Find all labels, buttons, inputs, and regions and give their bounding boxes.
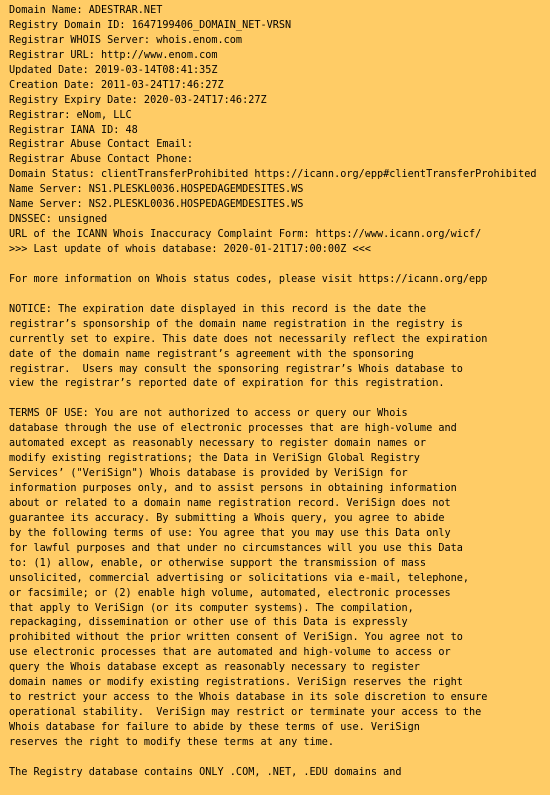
dnssec-line: DNSSEC: unsigned <box>9 214 108 226</box>
terms-of-use-line: TERMS OF USE: You are not authorized to access or query our Whois <box>9 408 408 420</box>
notice-line: registrar’s sponsorship of the domain name registration in the registry is <box>9 318 463 330</box>
name-server-line: Name Server: NS2.PLESKL0036.HOSPEDAGEMDESITES.WS <box>9 199 304 211</box>
blank-line <box>9 751 550 766</box>
terms-of-use-line: prohibited without the prior written consent of VeriSign. You agree not to <box>9 632 463 644</box>
terms-of-use-line: guarantee its accuracy. By submitting a Whois query, you agree to abide <box>9 512 445 524</box>
terms-of-use-line: automated except as reasonably necessary to register domain names or <box>9 438 427 450</box>
registrar-iana-id-line: Registrar IANA ID: 48 <box>9 124 138 136</box>
registrar-line: Registrar: eNom, LLC <box>9 109 132 121</box>
status-codes-info-line: For more information on Whois status codes, please visit https://icann.org/epp <box>9 273 488 285</box>
terms-of-use-line: domain names or modify existing registrations. VeriSign reserves the right <box>9 677 463 689</box>
terms-of-use-line: unsolicited, commercial advertising or solicitations via e-mail, telephone, <box>9 572 470 584</box>
notice-line: registrar. Users may consult the sponsoring registrar’s Whois database to <box>9 363 463 375</box>
notice-line: NOTICE: The expiration date displayed in this record is the date the <box>9 303 427 315</box>
terms-of-use-line: to restrict your access to the Whois database in its sole discretion to ensure <box>9 692 488 704</box>
blank-line <box>9 392 550 407</box>
blank-line <box>9 258 550 273</box>
registry-domain-id-line: Registry Domain ID: 1647199406_DOMAIN_NET-VRSN <box>9 19 292 31</box>
terms-of-use-line: to: (1) allow, enable, or otherwise support the transmission of mass <box>9 557 427 569</box>
terms-of-use-line: reserves the right to modify these terms at any time. <box>9 736 335 748</box>
abuse-contact-email-line: Registrar Abuse Contact Email: <box>9 139 194 151</box>
terms-of-use-line: for lawful purposes and that under no circumstances will you use this Data <box>9 542 463 554</box>
creation-date-line: Creation Date: 2011-03-24T17:46:27Z <box>9 79 224 91</box>
terms-of-use-line: or facsimile; or (2) enable high volume, automated, electronic processes <box>9 587 451 599</box>
terms-of-use-line: operational stability. VeriSign may restrict or terminate your access to the <box>9 707 482 719</box>
domain-status-line: Domain Status: clientTransferProhibited https://icann.org/epp#clientTransferProhibited <box>9 169 537 181</box>
blank-line <box>9 288 550 303</box>
terms-of-use-line: that apply to VeriSign (or its computer systems). The compilation, <box>9 602 414 614</box>
abuse-contact-phone-line: Registrar Abuse Contact Phone: <box>9 154 194 166</box>
updated-date-line: Updated Date: 2019-03-14T08:41:35Z <box>9 64 218 76</box>
terms-of-use-line: by the following terms of use: You agree that you may use this Data only <box>9 527 451 539</box>
registrar-whois-server-line: Registrar WHOIS Server: whois.enom.com <box>9 34 243 46</box>
terms-of-use-line: modify existing registrations; the Data in VeriSign Global Registry <box>9 453 420 465</box>
registry-contents-line: The Registry database contains ONLY .COM, .NET, .EDU domains and <box>9 766 402 778</box>
registrar-url-line: Registrar URL: http://www.enom.com <box>9 49 218 61</box>
name-server-line: Name Server: NS1.PLESKL0036.HOSPEDAGEMDESITES.WS <box>9 184 304 196</box>
notice-line: date of the domain name registrant’s agreement with the sponsoring <box>9 348 414 360</box>
terms-of-use-line: Whois database for failure to abide by these terms of use. VeriSign <box>9 722 420 733</box>
last-update-line: >>> Last update of whois database: 2020-01-21T17:00:00Z <<< <box>9 244 371 255</box>
registry-expiry-date-line: Registry Expiry Date: 2020-03-24T17:46:27Z <box>9 94 267 106</box>
terms-of-use-line: query the Whois database except as reasonably necessary to register <box>9 662 420 674</box>
terms-of-use-line: about or related to a domain name registration record. VeriSign does not <box>9 497 451 509</box>
terms-of-use-line: database through the use of electronic processes that are high-volume and <box>9 423 457 435</box>
terms-of-use-line: use electronic processes that are automated and high-volume to access or <box>9 647 451 659</box>
terms-of-use-line: repackaging, dissemination or other use of this Data is expressly <box>9 617 408 629</box>
icann-complaint-form-line: URL of the ICANN Whois Inaccuracy Complaint Form: https://www.icann.org/wicf/ <box>9 229 482 241</box>
notice-line: currently set to expire. This date does not necessarily reflect the expiration <box>9 333 488 345</box>
domain-name-line: Domain Name: ADESTRAR.NET <box>9 5 163 16</box>
terms-of-use-line: Services’ ("VeriSign") Whois database is provided by VeriSign for <box>9 468 408 480</box>
notice-line: view the registrar’s reported date of expiration for this registration. <box>9 378 445 390</box>
terms-of-use-line: information purposes only, and to assist persons in obtaining information <box>9 483 457 494</box>
